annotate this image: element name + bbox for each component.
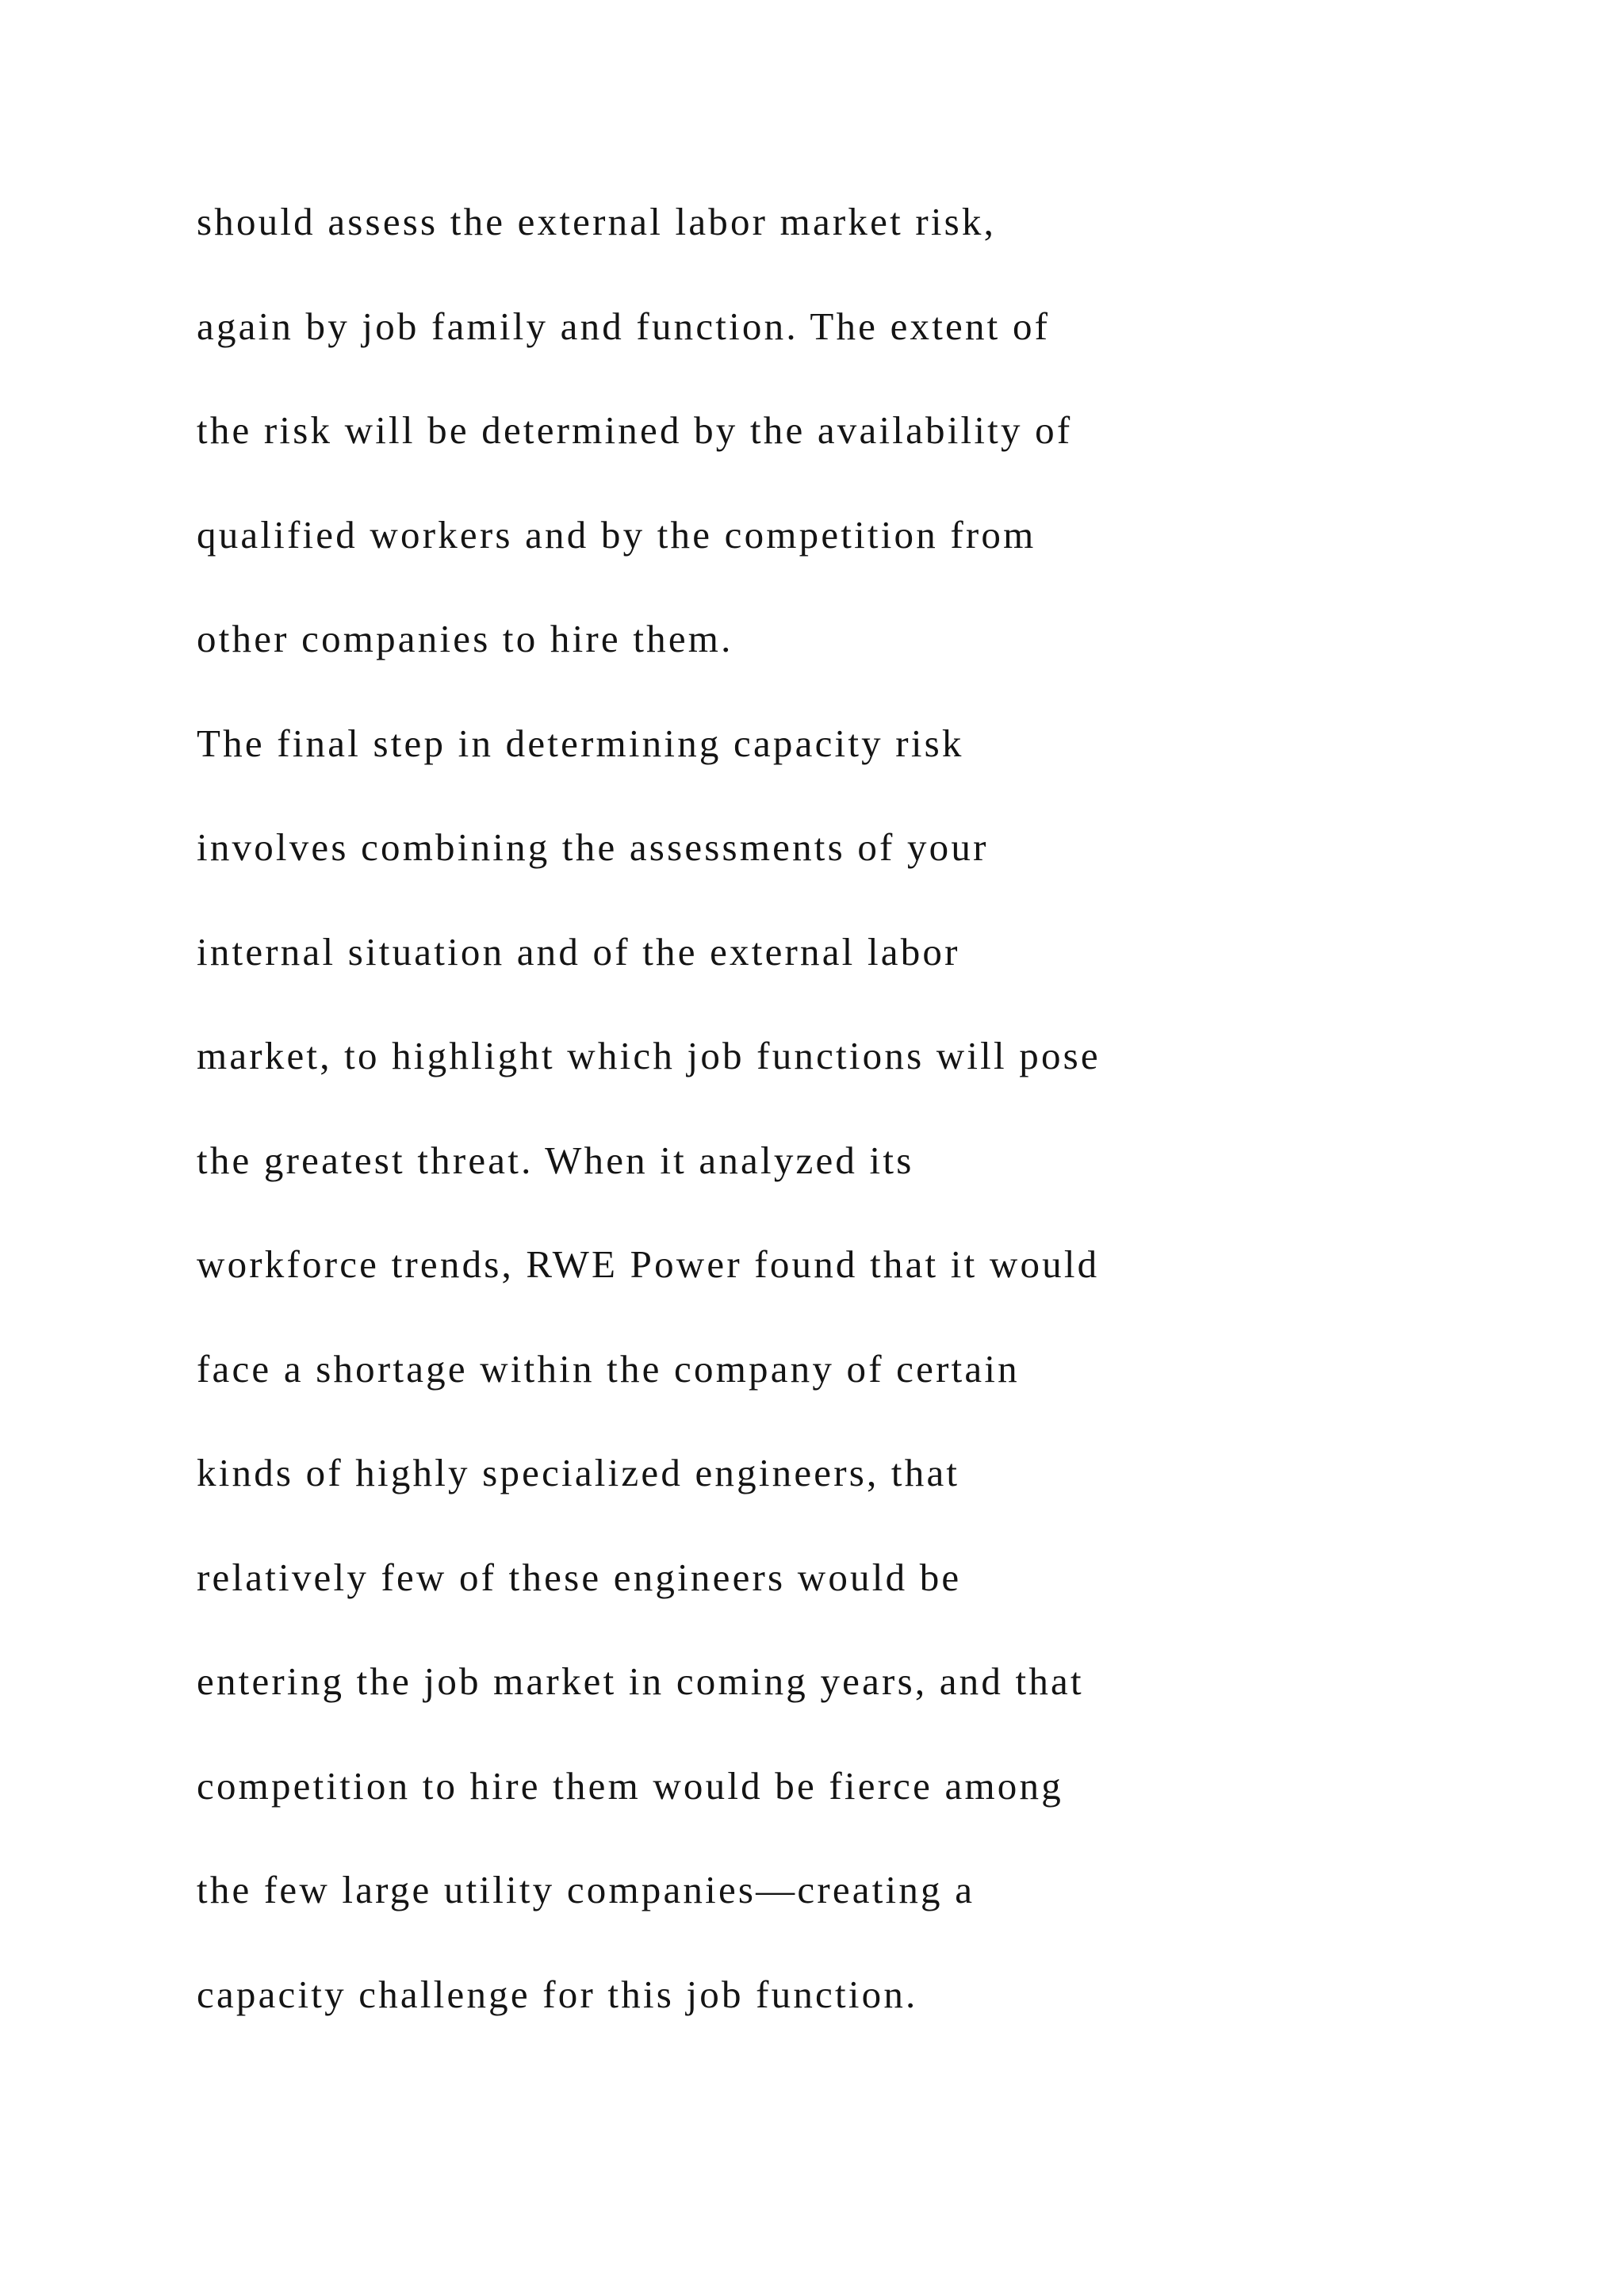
text-line: workforce trends, RWE Power found that it would [197,1242,1100,1286]
text-line: qualified workers and by the competition from [197,512,1036,557]
text-line: involves combining the assessments of your [197,825,989,869]
text-line: kinds of highly specialized engineers, that [197,1451,960,1494]
text-line: market, to highlight which job functions will pose [197,1034,1101,1077]
text-line: The final step in determining capacity risk [197,721,964,765]
text-line: the few large utility companies—creating a [197,1868,975,1911]
text-line: the risk will be determined by the availability of [197,408,1073,452]
text-line: competition to hire them would be fierce among [197,1763,1063,1808]
text-line: should assess the external labor market risk, [197,200,997,243]
text-line: relatively few of these engineers would be [197,1555,962,1599]
text-line: face a shortage within the company of certain [197,1346,1020,1391]
text-line: again by job family and function. The extent of [197,304,1051,348]
text-line: other companies to hire them. [197,617,733,660]
text-line: internal situation and of the external labor [197,929,960,974]
text-line: capacity challenge for this job function. [197,1972,918,2016]
text-line: entering the job market in coming years, and that [197,1659,1084,1703]
body-text [197,182,1434,2059]
text-line: the greatest threat. When it analyzed its [197,1138,914,1182]
